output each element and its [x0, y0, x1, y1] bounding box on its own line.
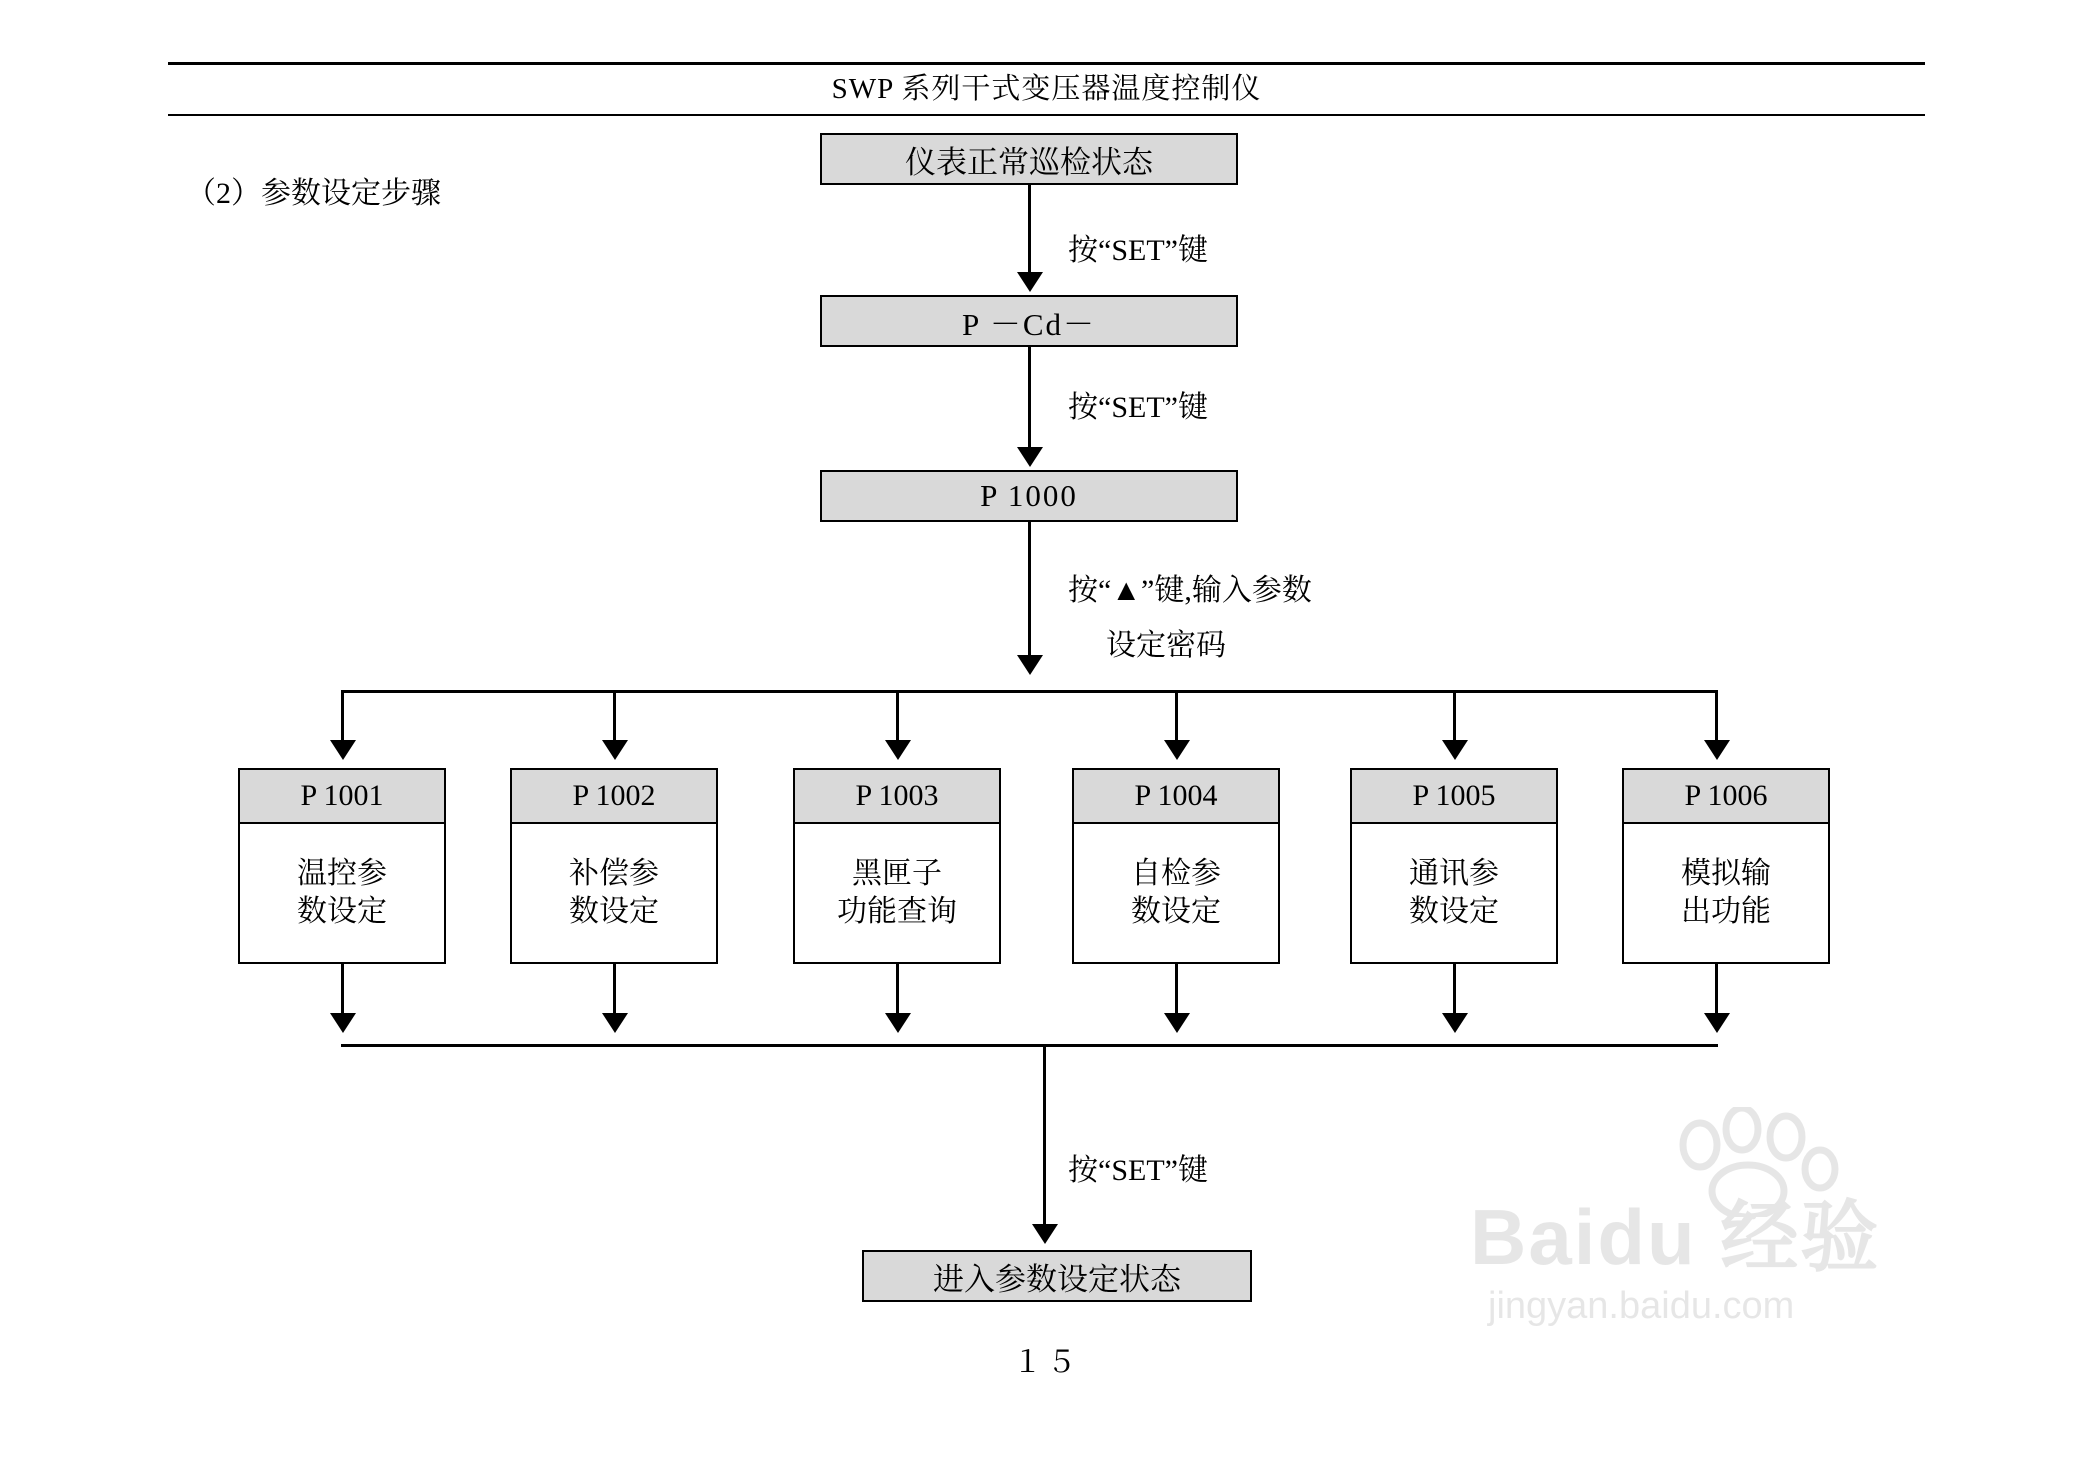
- document-header-title: SWP 系列干式变压器温度控制仪: [831, 73, 1262, 105]
- connector-bus-to-end-arrow: [1032, 1224, 1058, 1244]
- flow-node-pcd-label: P －Cd－: [961, 306, 1097, 342]
- fanin-stub-1: [341, 964, 344, 1016]
- branch-code-5: P 1005: [1352, 770, 1556, 824]
- note-press-set-3: 按“SET”键: [1068, 1154, 1208, 1187]
- branch-node-p1003: [793, 768, 1001, 964]
- fanin-stub-4: [1175, 964, 1178, 1016]
- branch-desc-4: [1074, 824, 1278, 962]
- branch-desc-1: [240, 824, 444, 962]
- branch-desc-1-line2: 数设定: [297, 895, 387, 928]
- connector-bus-to-end-line: [1043, 1044, 1046, 1226]
- branch-desc-1-line1: 温控参: [297, 856, 387, 890]
- fanin-arrow-1: [330, 1013, 356, 1033]
- fanout-drop-6: [1715, 690, 1718, 742]
- flow-node-start-label: 仪表正常巡检状态: [905, 144, 1153, 180]
- fanout-arrow-1: [330, 740, 356, 760]
- branch-desc-6-line2: 出功能: [1681, 895, 1771, 928]
- fanout-drop-3: [896, 690, 899, 742]
- branch-desc-5-line2: 数设定: [1409, 895, 1499, 928]
- connector-pcd-to-p1000-line: [1028, 347, 1031, 450]
- fanin-arrow-4: [1164, 1013, 1190, 1033]
- paw-icon: [1670, 1107, 1840, 1217]
- branch-desc-3-line2: 功能查询: [837, 895, 957, 928]
- fanout-arrow-5: [1442, 740, 1468, 760]
- flow-node-p1000-label: P 1000: [980, 478, 1078, 513]
- fanin-bus-bottom: [341, 1044, 1718, 1047]
- branch-code-2: P 1002: [512, 770, 716, 824]
- connector-p1000-to-bus-line: [1028, 522, 1031, 670]
- branch-desc-2-line2: 数设定: [569, 895, 659, 928]
- flow-node-start: [820, 133, 1238, 185]
- fanout-drop-2: [613, 690, 616, 742]
- branch-desc-2-line1: 补偿参: [569, 856, 659, 890]
- fanin-arrow-5: [1442, 1013, 1468, 1033]
- branch-desc-5: [1352, 824, 1556, 962]
- branch-node-p1001: [238, 768, 446, 964]
- watermark-url: jingyan.baidu.com: [1488, 1285, 1795, 1327]
- branch-desc-3: [795, 824, 999, 962]
- branch-desc-6-line1: 模拟输: [1681, 856, 1771, 890]
- branch-desc-4-line1: 自检参: [1131, 856, 1221, 890]
- branch-node-p1002: [510, 768, 718, 964]
- fanin-stub-6: [1715, 964, 1718, 1016]
- fanout-drop-1: [341, 690, 344, 742]
- branch-code-3: P 1003: [795, 770, 999, 824]
- fanin-stub-3: [896, 964, 899, 1016]
- branch-node-p1006: [1622, 768, 1830, 964]
- flow-node-end-label: 进入参数设定状态: [933, 1261, 1181, 1297]
- header-rule-bottom: [168, 114, 1925, 116]
- branch-code-4: P 1004: [1074, 770, 1278, 824]
- branch-code-6: P 1006: [1624, 770, 1828, 824]
- fanout-drop-4: [1175, 690, 1178, 742]
- branch-desc-6: [1624, 824, 1828, 962]
- connector-p1000-to-bus-arrow: [1017, 655, 1043, 675]
- flow-node-pcd: [820, 295, 1238, 347]
- fanin-stub-2: [613, 964, 616, 1016]
- fanout-drop-5: [1453, 690, 1456, 742]
- branch-desc-2: [512, 824, 716, 962]
- watermark-brand: Baidu 经验: [1470, 1193, 1881, 1281]
- branch-desc-5-line1: 通讯参: [1409, 856, 1499, 890]
- fanin-arrow-6: [1704, 1013, 1730, 1033]
- header-rule-top: [168, 62, 1925, 65]
- branch-desc-3-line1: 黑匣子: [852, 856, 942, 890]
- flow-node-p1000: [820, 470, 1238, 522]
- fanin-arrow-2: [602, 1013, 628, 1033]
- note-press-up-line2: 设定密码: [1106, 629, 1226, 662]
- branch-code-1: P 1001: [240, 770, 444, 824]
- branch-desc-4-line2: 数设定: [1131, 895, 1221, 928]
- connector-pcd-to-p1000-arrow: [1017, 447, 1043, 467]
- branch-node-p1005: [1350, 768, 1558, 964]
- page-number: １５: [1012, 1346, 1081, 1379]
- fanin-arrow-3: [885, 1013, 911, 1033]
- note-press-set-2: 按“SET”键: [1068, 391, 1208, 424]
- connector-start-to-pcd-arrow: [1017, 272, 1043, 292]
- fanout-arrow-6: [1704, 740, 1730, 760]
- note-press-up-line1: 按“▲”键,输入参数: [1068, 574, 1312, 607]
- note-press-set-1: 按“SET”键: [1068, 234, 1208, 267]
- branch-node-p1004: [1072, 768, 1280, 964]
- fanout-arrow-4: [1164, 740, 1190, 760]
- fanout-arrow-3: [885, 740, 911, 760]
- fanout-bus-top: [341, 690, 1715, 693]
- connector-start-to-pcd-line: [1028, 185, 1031, 275]
- section-label: （2）参数设定步骤: [186, 177, 441, 210]
- flow-node-end: [862, 1250, 1252, 1302]
- fanin-stub-5: [1453, 964, 1456, 1016]
- fanout-arrow-2: [602, 740, 628, 760]
